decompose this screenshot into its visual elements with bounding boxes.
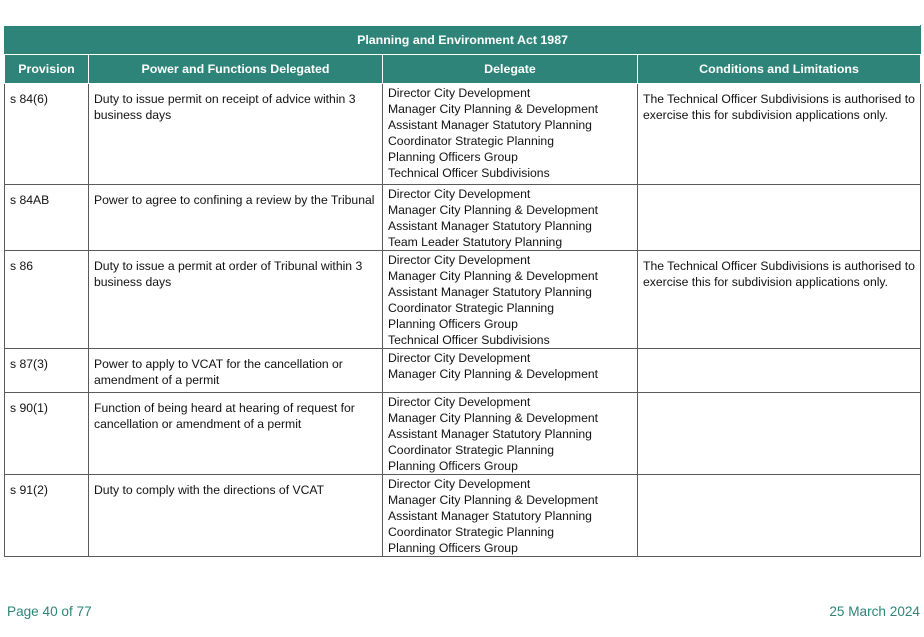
table-title: Planning and Environment Act 1987 — [5, 26, 921, 55]
page-number: Page 40 of 77 — [7, 604, 92, 619]
delegate-item: Coordinator Strategic Planning — [388, 443, 554, 457]
conditions-cell — [638, 393, 921, 475]
delegate-item: Director City Development — [388, 86, 531, 100]
delegate-item: Assistant Manager Statutory Planning — [388, 427, 592, 441]
power-cell: Duty to issue a permit at order of Tribunal within 3 business days — [89, 251, 383, 349]
delegate-item: Planning Officers Group — [388, 150, 518, 164]
table-header-row — [5, 55, 921, 84]
delegate-item: Assistant Manager Statutory Planning — [388, 509, 592, 523]
table-row — [5, 475, 921, 557]
delegate-item: Technical Officer Subdivisions — [388, 333, 550, 347]
delegate-cell — [383, 475, 638, 557]
provision-cell: s 84AB — [5, 185, 89, 251]
delegate-cell — [383, 393, 638, 475]
power-cell: Power to agree to confining a review by the Tribunal — [89, 185, 383, 251]
table-row — [5, 349, 921, 393]
delegate-item: Assistant Manager Statutory Planning — [388, 285, 592, 299]
delegate-item: Manager City Planning & Development — [388, 493, 599, 507]
table-row — [5, 251, 921, 349]
delegate-item: Manager City Planning & Development — [388, 269, 599, 283]
delegate-item: Assistant Manager Statutory Planning — [388, 219, 592, 233]
power-cell: Duty to comply with the directions of VCAT — [89, 475, 383, 557]
delegate-cell — [383, 185, 638, 251]
delegate-cell — [383, 349, 638, 393]
table-title-row — [5, 26, 921, 55]
delegate-item: Director City Development — [388, 477, 531, 491]
delegate-item: Technical Officer Subdivisions — [388, 166, 550, 180]
power-cell: Function of being heard at hearing of request for cancellation or amendment of a permit — [89, 393, 383, 475]
delegate-item: Manager City Planning & Development — [388, 411, 599, 425]
power-cell: Power to apply to VCAT for the cancellation or amendment of a permit — [89, 349, 383, 393]
delegation-table — [4, 25, 921, 557]
provision-cell: s 91(2) — [5, 475, 89, 557]
delegate-cell — [383, 251, 638, 349]
provision-cell: s 84(6) — [5, 84, 89, 185]
provision-cell: s 90(1) — [5, 393, 89, 475]
conditions-cell — [638, 185, 921, 251]
conditions-cell — [638, 349, 921, 393]
delegate-item: Director City Development — [388, 351, 531, 365]
delegate-item: Planning Officers Group — [388, 317, 518, 331]
table-row — [5, 185, 921, 251]
delegate-item: Assistant Manager Statutory Planning — [388, 118, 592, 132]
delegate-item: Manager City Planning & Development — [388, 367, 599, 381]
conditions-cell: The Technical Officer Subdivisions is authorised to exercise this for subdivision applications only. — [638, 84, 921, 185]
conditions-cell — [638, 475, 921, 557]
provision-cell: s 87(3) — [5, 349, 89, 393]
delegate-item: Director City Development — [388, 187, 531, 201]
delegate-item: Manager City Planning & Development — [388, 102, 599, 116]
conditions-cell: The Technical Officer Subdivisions is authorised to exercise this for subdivision applications only. — [638, 251, 921, 349]
header-provision: Provision — [5, 55, 89, 84]
delegate-item: Manager City Planning & Development — [388, 203, 599, 217]
delegate-item: Team Leader Statutory Planning — [388, 235, 563, 249]
document-date: 25 March 2024 — [829, 604, 920, 619]
power-cell: Duty to issue permit on receipt of advice within 3 business days — [89, 84, 383, 185]
delegate-item: Coordinator Strategic Planning — [388, 301, 554, 315]
provision-cell: s 86 — [5, 251, 89, 349]
delegate-cell — [383, 84, 638, 185]
header-delegate: Delegate — [383, 55, 638, 84]
table-row — [5, 393, 921, 475]
header-power: Power and Functions Delegated — [89, 55, 383, 84]
delegate-item: Director City Development — [388, 253, 531, 267]
delegate-item: Planning Officers Group — [388, 541, 518, 555]
table-row — [5, 84, 921, 185]
delegate-item: Director City Development — [388, 395, 531, 409]
delegate-item: Coordinator Strategic Planning — [388, 525, 554, 539]
header-conditions: Conditions and Limitations — [638, 55, 921, 84]
delegate-item: Coordinator Strategic Planning — [388, 134, 554, 148]
delegate-item: Planning Officers Group — [388, 459, 518, 473]
